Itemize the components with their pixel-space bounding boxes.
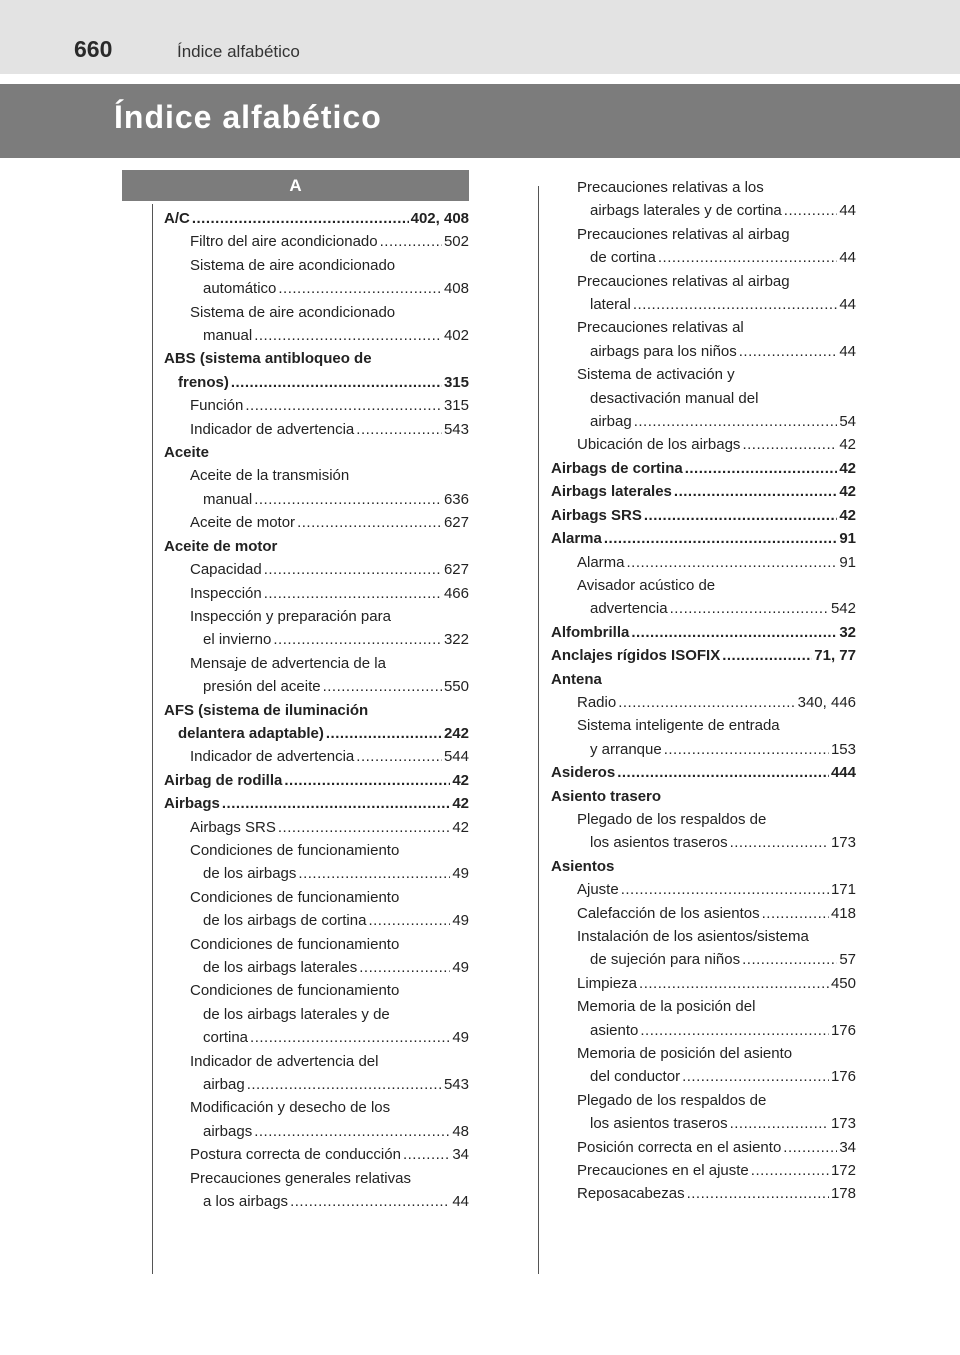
index-entry-term: Anclajes rígidos ISOFIX: [551, 647, 721, 665]
index-entry-page: 42: [452, 795, 469, 813]
index-entry-page: 550: [443, 678, 469, 696]
dot-leader: [722, 644, 812, 667]
index-entry-term: de los airbags laterales: [203, 959, 358, 976]
index-entry: [551, 761, 856, 784]
index-entry: [164, 862, 469, 885]
index-entry: [551, 1159, 856, 1182]
index-entry: [164, 933, 469, 956]
section-letter: A: [122, 170, 469, 201]
index-entry-page: 42: [452, 771, 469, 789]
index-entry: [164, 464, 469, 487]
index-entry: [551, 199, 856, 222]
index-entry: [551, 644, 856, 667]
index-entry: [551, 948, 856, 971]
dot-leader: [644, 504, 837, 527]
index-entry-term: Función: [190, 397, 244, 415]
index-entry: [551, 995, 856, 1018]
index-entry-page: 48: [452, 1122, 469, 1140]
index-entry-term: Asientos: [551, 857, 615, 875]
index-entry: [551, 433, 856, 456]
dot-leader: [323, 675, 442, 698]
dot-leader: [278, 816, 450, 839]
index-entry-page: 44: [839, 249, 856, 267]
index-entry-term: automático: [203, 280, 277, 298]
dot-leader: [264, 582, 442, 605]
index-entry-term: advertencia: [590, 600, 668, 618]
index-entry-page: 176: [830, 1068, 856, 1086]
index-entry-term: Postura correcta de conducción: [190, 1146, 401, 1164]
index-entry-term: airbags: [203, 1122, 253, 1140]
dot-leader: [254, 324, 442, 347]
index-entry: [164, 1143, 469, 1166]
running-title: Índice alfabético: [177, 42, 300, 61]
dot-leader: [633, 293, 837, 316]
dot-leader: [247, 1073, 442, 1096]
index-entry-term: Posición correcta en el asiento: [577, 1138, 782, 1156]
index-entry-term: manual: [203, 327, 253, 345]
dot-leader: [254, 488, 442, 511]
index-entry-page: 42: [452, 818, 469, 836]
index-entry: [164, 230, 469, 253]
index-entry-term: Inspección y preparación para: [190, 607, 391, 625]
index-entry: [164, 511, 469, 534]
index-entry-term: de sujeción para niños: [590, 951, 741, 969]
index-entry-term: Plegado de los respaldos de: [577, 1091, 767, 1109]
index-entry-page: 153: [830, 740, 856, 758]
page-number: 660: [74, 36, 113, 62]
index-entry: [164, 722, 469, 745]
index-entry-term: Aceite de motor: [164, 537, 278, 555]
index-entry-page: 627: [443, 514, 469, 532]
dot-leader: [621, 878, 829, 901]
dot-leader: [627, 551, 838, 574]
index-entry-page: 173: [830, 1115, 856, 1133]
index-entry-term: Filtro del aire acondicionado: [190, 233, 378, 251]
index-entry-page: 42: [839, 459, 856, 477]
index-entry-page: 49: [452, 865, 469, 883]
index-entry: [551, 316, 856, 339]
dot-leader: [730, 1112, 829, 1135]
index-entry: [164, 301, 469, 324]
index-entry-term: frenos): [178, 373, 229, 391]
left-column-rule: [152, 204, 153, 1274]
index-entry: [551, 1065, 856, 1088]
index-entry-page: 44: [839, 296, 856, 314]
index-entry-page: 171: [830, 881, 856, 899]
index-entry: [551, 270, 856, 293]
index-entry: [551, 1136, 856, 1159]
dot-leader: [254, 1120, 450, 1143]
index-entry-page: 34: [839, 1138, 856, 1156]
index-entry-term: de los airbags laterales y de: [203, 1005, 390, 1023]
index-entry-term: Airbags de cortina: [551, 459, 683, 477]
index-entry-page: 418: [830, 904, 856, 922]
index-entry-term: Reposacabezas: [577, 1185, 685, 1203]
dot-leader: [356, 418, 442, 441]
index-entry-page: 91: [839, 553, 856, 571]
index-entry-term: Mensaje de advertencia de la: [190, 654, 386, 672]
index-entry-page: 627: [443, 561, 469, 579]
index-entry: [551, 293, 856, 316]
index-entry-term: asiento: [590, 1021, 639, 1039]
index-entry-page: 502: [443, 233, 469, 251]
dot-leader: [739, 340, 838, 363]
index-entry: [551, 223, 856, 246]
index-entry-term: Alarma: [577, 553, 625, 571]
dot-leader: [730, 831, 829, 854]
index-entry-page: 49: [452, 1029, 469, 1047]
index-entry: [164, 745, 469, 768]
index-entry-term: Precauciones en el ajuste: [577, 1162, 749, 1180]
index-entry: [551, 551, 856, 574]
index-entry: [551, 738, 856, 761]
dot-leader: [784, 199, 838, 222]
dot-leader: [403, 1143, 450, 1166]
index-entry: [551, 340, 856, 363]
index-entry-term: Ajuste: [577, 881, 619, 899]
index-entry-term: airbags laterales y de cortina: [590, 202, 782, 220]
index-entry: [164, 652, 469, 675]
index-entry-term: del conductor: [590, 1068, 681, 1086]
index-entry-term: de los airbags: [203, 865, 297, 883]
dot-leader: [640, 1019, 829, 1042]
index-entry-page: 172: [830, 1162, 856, 1180]
index-entry: [551, 1019, 856, 1042]
dot-leader: [639, 972, 829, 995]
index-entry-term: Sistema inteligente de entrada: [577, 717, 780, 735]
index-entry-term: a los airbags: [203, 1193, 289, 1211]
index-entry: [164, 605, 469, 628]
index-entry: [164, 816, 469, 839]
index-entry-term: Asideros: [551, 764, 616, 782]
dot-leader: [618, 691, 795, 714]
dot-leader: [356, 745, 442, 768]
dot-leader: [264, 558, 442, 581]
index-entry-term: manual: [203, 490, 253, 508]
index-entry-term: los asientos traseros: [590, 834, 728, 852]
index-entry-term: cortina: [203, 1029, 249, 1047]
index-entry-page: 402, 408: [410, 210, 469, 227]
index-entry: [164, 1120, 469, 1143]
index-entry: [551, 714, 856, 737]
index-entry: [164, 769, 469, 792]
index-entry: [164, 909, 469, 932]
dot-leader: [742, 433, 837, 456]
index-entry: [164, 1167, 469, 1190]
index-entry-term: Calefacción de los asientos: [577, 904, 760, 922]
index-entry-term: Condiciones de funcionamiento: [190, 982, 400, 1000]
index-entry-term: airbag: [203, 1076, 245, 1094]
dot-leader: [674, 480, 837, 503]
dot-leader: [664, 738, 829, 761]
index-entry-page: 91: [839, 530, 856, 548]
dot-leader: [617, 761, 829, 784]
index-entry: [551, 691, 856, 714]
index-entry-page: 49: [452, 912, 469, 930]
index-entry-term: Aceite de la transmisión: [190, 467, 350, 485]
index-entry-term: el invierno: [203, 631, 272, 649]
index-entry-term: Inspección: [190, 584, 262, 602]
center-column-rule: [538, 186, 539, 1274]
index-entry-term: Radio: [577, 693, 617, 711]
index-entry-term: Airbag de rodilla: [164, 771, 283, 789]
index-entry-term: presión del aceite: [203, 678, 321, 696]
index-entry-page: 402: [443, 327, 469, 345]
dot-leader: [658, 246, 837, 269]
index-entry-term: Airbags SRS: [190, 818, 276, 836]
index-entry-term: de cortina: [590, 249, 656, 267]
index-entry-term: Memoria de posición del asiento: [577, 1045, 793, 1063]
index-entry-page: 444: [830, 764, 856, 782]
index-entry-term: Airbags SRS: [551, 506, 642, 524]
index-entry: [164, 441, 469, 464]
index-entry-term: lateral: [590, 296, 631, 314]
index-entry-page: 450: [830, 974, 856, 992]
index-entry-term: Modificación y desecho de los: [190, 1099, 391, 1117]
index-entry-term: Precauciones relativas al airbag: [577, 225, 790, 243]
index-entry: [164, 207, 469, 230]
index-entry-page: 542: [830, 600, 856, 618]
index-entry-term: Airbags: [164, 795, 220, 813]
index-entry: [551, 972, 856, 995]
index-entry: [551, 504, 856, 527]
index-entry: [164, 675, 469, 698]
index-entry: [164, 792, 469, 815]
index-entry-page: 636: [443, 490, 469, 508]
index-entry-term: Precauciones relativas al airbag: [577, 272, 790, 290]
dot-leader: [685, 457, 838, 480]
index-entry-page: 543: [443, 1076, 469, 1094]
index-entry: [164, 347, 469, 370]
index-entry: [164, 839, 469, 862]
index-entry-term: Avisador acústico de: [577, 576, 716, 594]
index-entry: [551, 410, 856, 433]
dot-leader: [222, 792, 450, 815]
index-column-right: [551, 176, 856, 1206]
index-entry-page: 315: [443, 373, 469, 391]
index-entry: [551, 363, 856, 386]
dot-leader: [670, 597, 829, 620]
index-entry-page: 44: [839, 342, 856, 360]
index-entry: [551, 1182, 856, 1205]
index-entry-term: Condiciones de funcionamiento: [190, 888, 400, 906]
index-entry: [551, 902, 856, 925]
index-entry: [164, 1096, 469, 1119]
index-entry-term: A/C: [164, 210, 190, 227]
index-entry: [164, 1003, 469, 1026]
dot-leader: [687, 1182, 829, 1205]
dot-leader: [742, 948, 837, 971]
index-entry: [551, 668, 856, 691]
index-entry: [551, 246, 856, 269]
index-entry-page: 44: [452, 1193, 469, 1211]
index-entry-page: 544: [443, 748, 469, 766]
index-entry: [551, 1089, 856, 1112]
index-entry-page: 173: [830, 834, 856, 852]
dot-leader: [297, 511, 442, 534]
index-entry-term: Instalación de los asientos/sistema: [577, 928, 809, 945]
index-entry: [164, 418, 469, 441]
index-entry: [164, 979, 469, 1002]
index-entry-term: Alarma: [551, 530, 602, 548]
index-entry: [551, 387, 856, 410]
index-entry-term: Aceite: [164, 444, 210, 462]
index-entry: [164, 582, 469, 605]
index-entry-term: desactivación manual del: [590, 389, 759, 407]
index-entry-page: 178: [830, 1185, 856, 1203]
index-entry-page: 408: [443, 280, 469, 298]
dot-leader: [368, 909, 450, 932]
index-entry-term: delantera adaptable): [178, 724, 324, 742]
page-title: Índice alfabético: [114, 99, 382, 135]
index-entry: [164, 699, 469, 722]
index-entry: [551, 597, 856, 620]
index-entry: [551, 574, 856, 597]
index-entry-page: 49: [452, 959, 469, 976]
index-entry: [164, 886, 469, 909]
dot-leader: [250, 1026, 450, 1049]
index-entry-term: Ubicación de los airbags: [577, 436, 741, 454]
index-entry: [551, 831, 856, 854]
index-entry: [164, 277, 469, 300]
dot-leader: [278, 277, 442, 300]
index-entry-term: Asiento trasero: [551, 787, 662, 805]
dot-leader: [359, 956, 450, 979]
index-entry: [164, 1073, 469, 1096]
index-entry-term: Sistema de activación y: [577, 366, 735, 384]
index-entry: [164, 1050, 469, 1073]
dot-leader: [284, 769, 450, 792]
index-entry: [164, 324, 469, 347]
dot-leader: [380, 230, 442, 253]
index-entry-page: 322: [443, 631, 469, 649]
dot-leader: [298, 862, 450, 885]
index-entry-page: 42: [839, 483, 856, 501]
index-entry-term: Sistema de aire acondicionado: [190, 256, 396, 274]
index-entry-term: Antena: [551, 670, 602, 688]
index-entry: [164, 628, 469, 651]
dot-leader: [231, 371, 442, 394]
index-entry: [164, 371, 469, 394]
dot-leader: [762, 902, 829, 925]
header-bar: [0, 0, 960, 74]
index-entry: [551, 457, 856, 480]
dot-leader: [682, 1065, 829, 1088]
index-entry: [551, 1042, 856, 1065]
index-entry: [164, 558, 469, 581]
index-entry: [164, 535, 469, 558]
index-entry-term: de los airbags de cortina: [203, 912, 367, 930]
index-entry-term: Precauciones relativas a los: [577, 179, 764, 196]
index-entry-term: y arranque: [590, 740, 662, 758]
index-entry: [164, 1190, 469, 1213]
index-entry: [164, 394, 469, 417]
index-entry-page: 176: [830, 1021, 856, 1039]
index-entry-term: ABS (sistema antibloqueo de: [164, 350, 372, 368]
index-entry-term: Airbags laterales: [551, 483, 672, 501]
dot-leader: [273, 628, 442, 651]
index-entry-page: 466: [443, 584, 469, 602]
index-column-left: [164, 207, 469, 1213]
index-entry-page: 42: [839, 506, 856, 524]
index-entry-term: airbags para los niños: [590, 342, 737, 360]
index-entry: [164, 1026, 469, 1049]
index-entry: [164, 956, 469, 979]
dot-leader: [631, 621, 837, 644]
index-entry-page: 44: [839, 202, 856, 220]
index-entry: [551, 527, 856, 550]
index-entry: [551, 1112, 856, 1135]
index-entry: [164, 254, 469, 277]
index-entry-term: los asientos traseros: [590, 1115, 728, 1133]
title-banner: [0, 84, 960, 158]
dot-leader: [783, 1136, 837, 1159]
index-entry-page: 34: [452, 1146, 469, 1164]
index-entry-term: Aceite de motor: [190, 514, 296, 532]
index-entry: [551, 621, 856, 644]
index-entry: [164, 488, 469, 511]
index-entry: [551, 855, 856, 878]
dot-leader: [192, 207, 409, 230]
index-entry: [551, 878, 856, 901]
dot-leader: [604, 527, 837, 550]
dot-leader: [245, 394, 442, 417]
index-entry-term: Condiciones de funcionamiento: [190, 935, 400, 953]
index-entry-page: 315: [443, 397, 469, 415]
index-entry-term: Limpieza: [577, 974, 638, 992]
index-entry-page: 32: [839, 623, 856, 641]
index-entry-page: 242: [443, 724, 469, 742]
index-entry: [551, 176, 856, 199]
index-entry: [551, 925, 856, 948]
dot-leader: [634, 410, 838, 433]
index-entry-term: Plegado de los respaldos de: [577, 810, 767, 828]
index-entry-term: Alfombrilla: [551, 623, 630, 641]
index-entry-page: 54: [839, 413, 856, 431]
dot-leader: [326, 722, 442, 745]
index-entry-term: Indicador de advertencia del: [190, 1052, 379, 1070]
index-entry: [551, 480, 856, 503]
index-entry: [551, 785, 856, 808]
index-entry-term: Condiciones de funcionamiento: [190, 841, 400, 859]
index-entry-page: 71, 77: [814, 647, 856, 665]
index-entry: [551, 808, 856, 831]
index-entry-page: 340, 446: [797, 693, 856, 711]
index-entry-term: Indicador de advertencia: [190, 420, 355, 438]
index-entry-term: Memoria de la posición del: [577, 998, 756, 1016]
dot-leader: [290, 1190, 450, 1213]
index-entry-page: 57: [839, 951, 856, 969]
index-entry-term: airbag: [590, 413, 632, 431]
index-entry-term: Precauciones relativas al: [577, 319, 744, 337]
index-entry-term: AFS (sistema de iluminación: [164, 701, 369, 719]
index-entry-term: Precauciones generales relativas: [190, 1169, 411, 1187]
index-entry-page: 42: [839, 436, 856, 454]
index-entry-term: Capacidad: [190, 561, 262, 579]
index-entry-term: Sistema de aire acondicionado: [190, 303, 396, 321]
index-entry-page: 543: [443, 420, 469, 438]
dot-leader: [751, 1159, 829, 1182]
index-entry-term: Indicador de advertencia: [190, 748, 355, 766]
